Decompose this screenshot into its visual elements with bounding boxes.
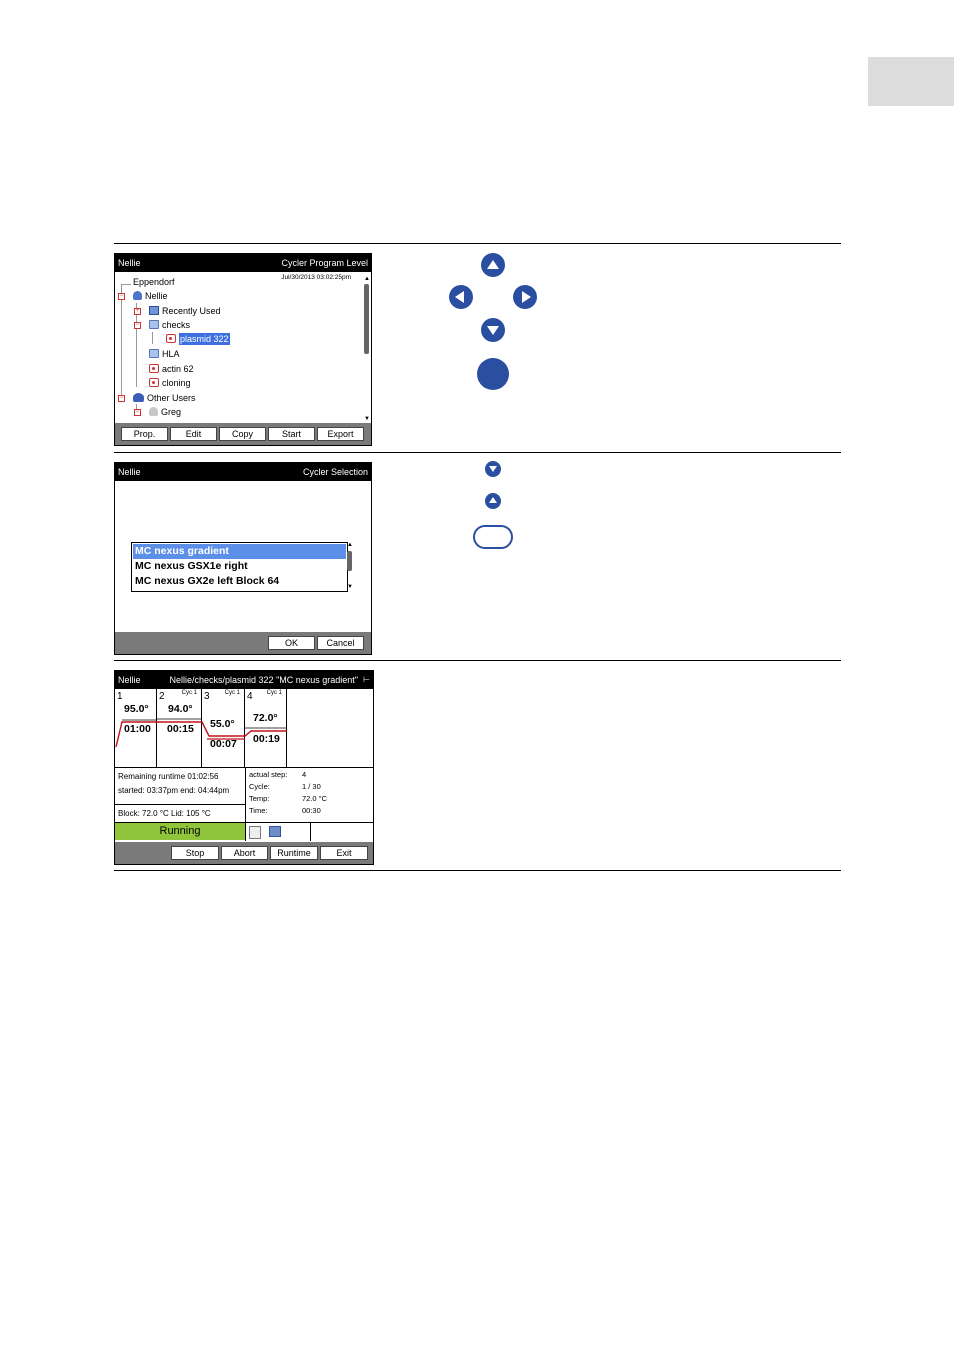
tree-item-checks[interactable]	[149, 319, 190, 331]
divider	[245, 767, 246, 841]
program-icon	[149, 378, 159, 387]
user-icon	[133, 291, 142, 300]
arrow-right-key-icon	[513, 285, 537, 309]
tree-item-cloning[interactable]	[149, 377, 191, 389]
cycler-list[interactable]	[131, 542, 348, 592]
tree-label: plasmid 322	[180, 334, 229, 344]
button-bar	[115, 423, 371, 445]
run-monitor-screen	[114, 670, 374, 865]
chapter-tab-marker	[868, 57, 954, 106]
table-rule-1	[114, 452, 841, 453]
cancel-button[interactable]: Cancel	[317, 636, 364, 650]
edit-button[interactable]: Edit	[170, 427, 217, 441]
step-cycle: Cyc 1	[266, 690, 282, 696]
divider	[310, 822, 311, 841]
users-icon	[133, 393, 144, 402]
divider	[115, 767, 373, 768]
tree-label: Eppendorf	[133, 277, 175, 287]
temperature-profile-curve	[115, 689, 287, 767]
program-icon	[149, 364, 159, 373]
runtime-button[interactable]: Runtime	[270, 846, 318, 860]
user-name: Nellie	[118, 258, 141, 268]
cycler-program-level-screen	[114, 253, 372, 446]
step-cycle: Cyc 1	[181, 690, 197, 696]
tree-line	[136, 303, 137, 387]
title-bar	[115, 463, 371, 481]
tree-item-actin-62[interactable]	[149, 363, 194, 375]
actual-step-label: actual step:	[249, 770, 288, 779]
timestamp: Jul/30/2013 03:02:25pm	[281, 274, 351, 281]
user-name: Nellie	[118, 675, 141, 685]
step-temperature: 55.0°	[210, 718, 235, 730]
tree-line	[121, 284, 131, 285]
program-path: Nellie/checks/plasmid 322 "MC nexus gradient"	[169, 675, 358, 685]
step-cycle: Cyc 1	[224, 690, 240, 696]
enter-key-icon	[477, 358, 509, 390]
step-time: 00:15	[167, 723, 194, 735]
tree-item-nellie[interactable]	[133, 290, 168, 302]
temp-label: Temp:	[249, 794, 270, 803]
arrow-down-key-icon	[485, 461, 501, 477]
time-value: 00:30	[302, 806, 321, 815]
table-rule-top	[114, 243, 841, 244]
tree-label: checks	[162, 320, 191, 330]
step-temperature: 94.0°	[168, 703, 193, 715]
recent-folder-icon	[149, 306, 159, 315]
save-icon[interactable]	[249, 826, 261, 839]
tree-item-hla[interactable]	[149, 348, 180, 360]
title-bar	[115, 254, 371, 272]
ok-button[interactable]: OK	[268, 636, 315, 650]
step-number: 3	[204, 691, 210, 702]
scroll-up-arrow-icon[interactable]: ▲	[347, 542, 353, 548]
status-badge: Running	[115, 823, 245, 840]
scroll-thumb[interactable]	[347, 551, 352, 571]
prop-button[interactable]: Prop.	[121, 427, 168, 441]
scroll-down-arrow-icon[interactable]: ▼	[364, 416, 370, 422]
collapse-icon[interactable]: −	[119, 395, 124, 401]
list-item[interactable]: MC nexus GSX1e right	[135, 560, 248, 572]
tree-label: actin 62	[162, 364, 194, 374]
arrow-down-key-icon	[481, 318, 505, 342]
tree-item-recently-used[interactable]	[149, 305, 221, 317]
table-rule-2	[114, 660, 841, 661]
exit-button[interactable]: Exit	[320, 846, 368, 860]
button-bar	[115, 842, 373, 864]
tree-line	[121, 284, 122, 399]
divider	[115, 804, 245, 805]
table-rule-bottom	[114, 870, 841, 871]
remaining-runtime: Remaining runtime 01:02:56	[118, 772, 219, 781]
program-icon	[166, 334, 176, 343]
export-button[interactable]: Export	[317, 427, 364, 441]
folder-icon	[149, 349, 159, 358]
tree-item-other-users[interactable]	[133, 392, 196, 404]
cycle-value: 1 / 30	[302, 782, 321, 791]
stop-button[interactable]: Stop	[171, 846, 219, 860]
time-label: Time:	[249, 806, 268, 815]
cycler-status-icon[interactable]	[269, 826, 281, 837]
arrow-up-key-icon	[481, 253, 505, 277]
person-icon	[149, 407, 158, 416]
tree-item-eppendorf[interactable]	[133, 276, 175, 288]
step-time: 00:07	[210, 738, 237, 750]
collapse-icon[interactable]: −	[135, 322, 140, 328]
tree-label: Nellie	[145, 291, 168, 301]
step-number: 1	[117, 691, 123, 702]
scroll-thumb[interactable]	[364, 284, 369, 354]
tree-label: cloning	[162, 378, 191, 388]
tree-label: Other Users	[147, 393, 196, 403]
step-time: 01:00	[124, 723, 151, 735]
softkey-icon	[473, 525, 513, 549]
tree-label: HLA	[162, 349, 180, 359]
collapse-icon[interactable]: −	[119, 293, 124, 299]
temp-value: 72.0 °C	[302, 794, 328, 803]
step-temperature: 95.0°	[124, 703, 149, 715]
vertical-scrollbar[interactable]	[364, 276, 369, 422]
abort-button[interactable]: Abort	[221, 846, 268, 860]
step-time: 00:19	[253, 733, 280, 745]
tree-label: Greg	[161, 407, 182, 417]
title-bar	[115, 671, 373, 689]
step-number: 4	[247, 691, 253, 702]
plug-icon: ⊢	[363, 675, 370, 684]
step-temperature: 72.0°	[253, 712, 278, 724]
tree-item-greg[interactable]	[149, 406, 181, 418]
tree-label: Recently Used	[162, 306, 221, 316]
start-button[interactable]: Start	[268, 427, 315, 441]
scroll-up-arrow-icon[interactable]: ▲	[364, 276, 370, 282]
actual-step-value: 4	[302, 770, 307, 779]
cycle-label: Cycle:	[249, 782, 270, 791]
copy-button[interactable]: Copy	[219, 427, 266, 441]
user-name: Nellie	[118, 467, 141, 477]
arrow-left-key-icon	[449, 285, 473, 309]
cycler-selection-screen	[114, 462, 372, 655]
tree-line	[152, 332, 153, 344]
vertical-scrollbar[interactable]	[347, 542, 352, 590]
tree-item-plasmid-322[interactable]	[166, 333, 230, 345]
step-number: 2	[159, 691, 165, 702]
screen-title: Cycler Selection	[302, 467, 368, 477]
start-end-time: started: 03:37pm end: 04:44pm	[118, 786, 230, 795]
scroll-down-arrow-icon[interactable]: ▼	[347, 584, 353, 590]
screen-title: Cycler Program Level	[281, 258, 368, 268]
button-bar	[115, 632, 371, 654]
list-item[interactable]: MC nexus GX2e left Block 64	[135, 575, 280, 587]
folder-open-icon	[149, 320, 159, 329]
list-item[interactable]: MC nexus gradient	[133, 544, 346, 559]
expand-icon[interactable]: +	[135, 308, 140, 314]
collapse-icon[interactable]: −	[135, 409, 140, 415]
arrow-up-key-icon	[485, 493, 501, 509]
block-lid-temperature: Block: 72.0 °C Lid: 105 °C	[118, 809, 211, 818]
